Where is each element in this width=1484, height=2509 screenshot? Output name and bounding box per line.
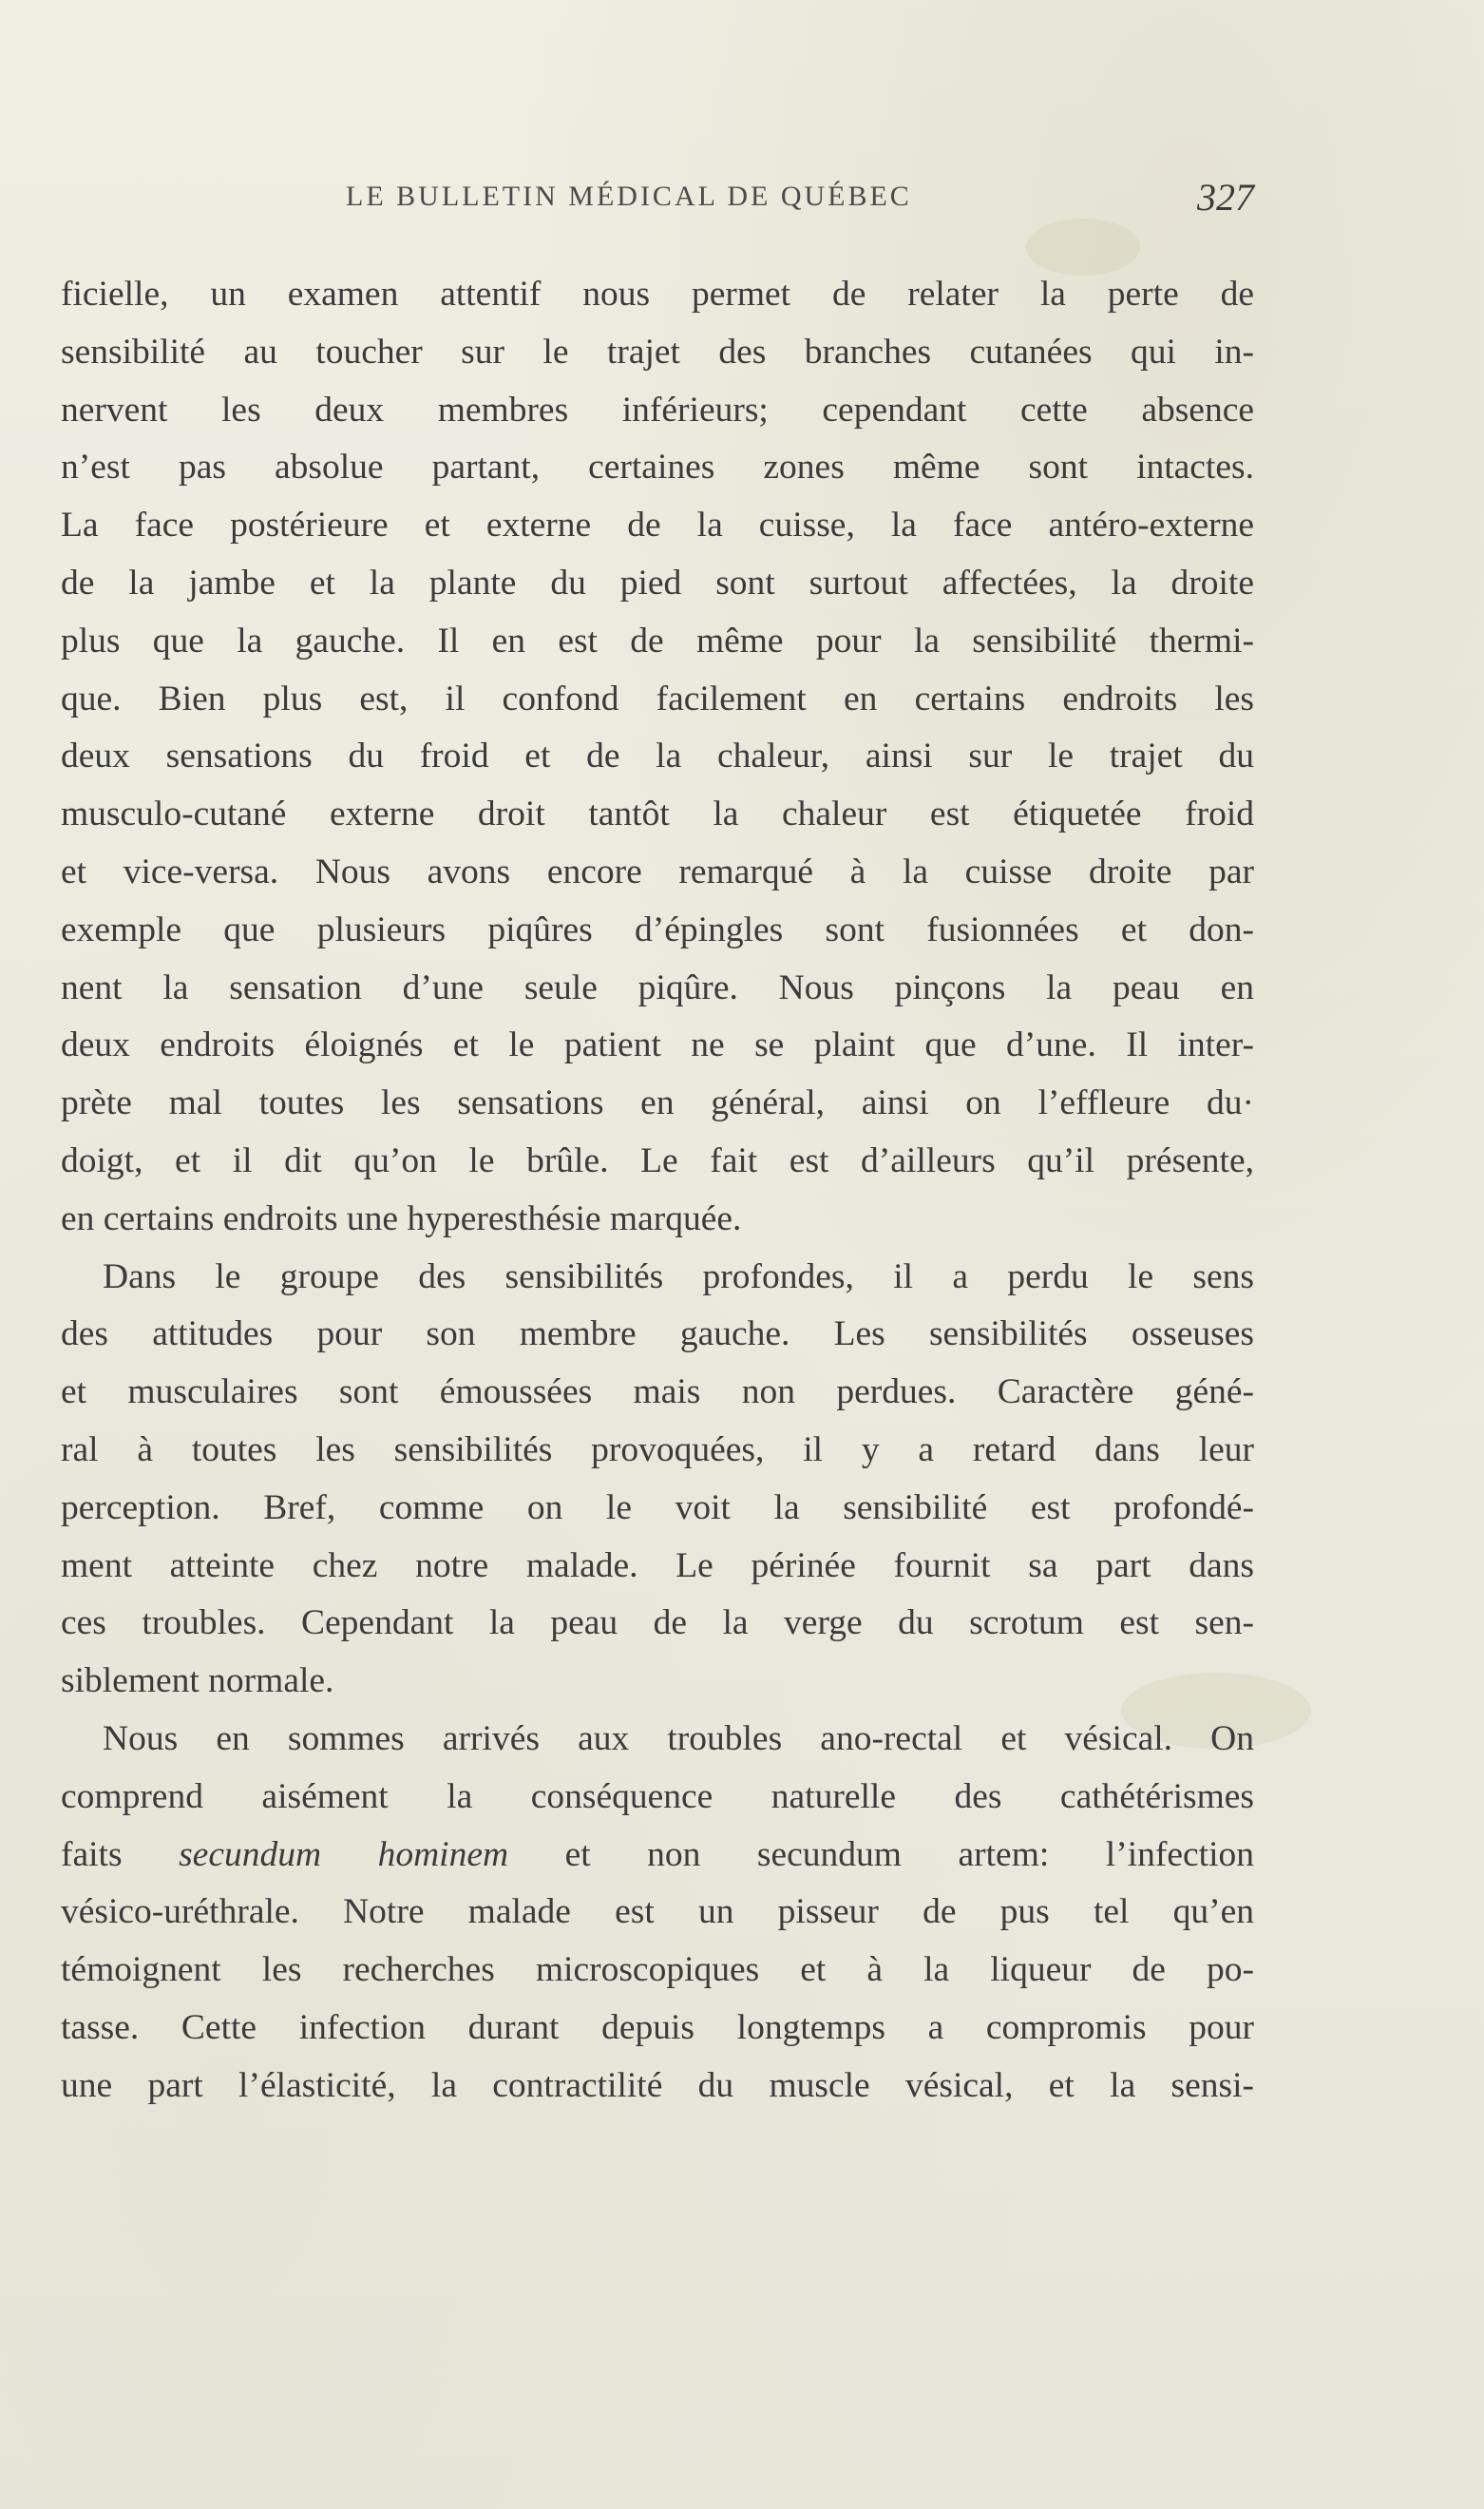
text-line: prète mal toutes les sensations en général, ainsi on l’effleure du· (61, 1083, 1254, 1123)
text-line: exemple que plusieurs piqûres d’épingles sont fusionnées et don- (61, 910, 1254, 949)
text-segment: et non secundum artem: l’infection (508, 1834, 1254, 1874)
text-line: La face postérieure et externe de la cuisse, la face antéro-externe (61, 506, 1254, 546)
text-line: musculo-cutané externe droit tantôt la chaleur est étiquetée froid (61, 795, 1254, 834)
italic-phrase: secundum hominem (179, 1834, 509, 1874)
text-line: de la jambe et la plante du pied sont surtout affectées, la droite (61, 563, 1254, 603)
paragraph-1 (61, 266, 1254, 1249)
text-line: et musculaires sont émoussées mais non perdues. Caractère géné- (61, 1372, 1254, 1412)
text-line: Dans le groupe des sensibilités profondes, il a perdu le sens (103, 1256, 1254, 1296)
text-line: que. Bien plus est, il confond facilement en certains endroits les (61, 679, 1254, 718)
text-line: deux sensations du froid et de la chaleur, ainsi sur le trajet du (61, 737, 1254, 776)
text-segment: faits (61, 1834, 180, 1874)
text-line: doigt, et il dit qu’on le brûle. Le fait est d’ailleurs qu’il présente, (61, 1140, 1254, 1180)
text-line: ces troubles. Cependant la peau de la verge du scrotum est sen- (61, 1603, 1254, 1643)
text-line: n’est pas absolue partant, certaines zones même sont intactes. (61, 448, 1254, 488)
text-line: sensibilité au toucher sur le trajet des branches cutanées qui in- (61, 332, 1254, 372)
text-line: comprend aisément la conséquence naturelle des cathétérismes (61, 1776, 1254, 1816)
text-line: ment atteinte chez notre malade. Le périnée fournit sa part dans (61, 1545, 1254, 1585)
text-line: tasse. Cette infection durant depuis longtemps a compromis pour (61, 2007, 1254, 2047)
text-line: perception. Bref, comme on le voit la sensibilité est profondé- (61, 1487, 1254, 1527)
paragraph-3 (61, 1711, 1254, 2116)
text-line: deux endroits éloignés et le patient ne se plaint que d’une. Il inter- (61, 1025, 1254, 1065)
body-text (61, 266, 1254, 2116)
paragraph-2 (61, 1249, 1254, 1711)
text-line: témoignent les recherches microscopiques et à la liqueur de po- (61, 1950, 1254, 1990)
text-line: ral à toutes les sensibilités provoquées, il y a retard dans leur (61, 1429, 1254, 1469)
text-line: nervent les deux membres inférieurs; cependant cette absence (61, 390, 1254, 430)
running-head (61, 176, 1254, 228)
running-title: LE BULLETIN MÉDICAL DE QUÉBEC (346, 181, 912, 212)
page-number: 327 (1197, 176, 1254, 219)
text-line: Nous en sommes arrivés aux troubles ano-rectal et vésical. On (103, 1718, 1254, 1758)
text-line-with-italic (61, 1827, 1254, 1885)
text-line: une part l’élasticité, la contractilité du muscle vésical, et la sensi- (61, 2065, 1254, 2105)
text-line: des attitudes pour son membre gauche. Les sensibilités osseuses (61, 1314, 1254, 1354)
text-line: ficielle, un examen attentif nous permet de relater la perte de (61, 275, 1254, 314)
text-line: nent la sensation d’une seule piqûre. Nous pinçons la peau en (61, 967, 1254, 1007)
text-line: siblement normale. (61, 1661, 334, 1701)
text-line: et vice-versa. Nous avons encore remarqué à la cuisse droite par (61, 852, 1254, 891)
text-line: vésico-uréthrale. Notre malade est un pisseur de pus tel qu’en (61, 1892, 1254, 1932)
text-line: en certains endroits une hyperesthésie marquée. (61, 1198, 742, 1238)
text-line: plus que la gauche. Il en est de même pour la sensibilité thermi- (61, 621, 1254, 661)
